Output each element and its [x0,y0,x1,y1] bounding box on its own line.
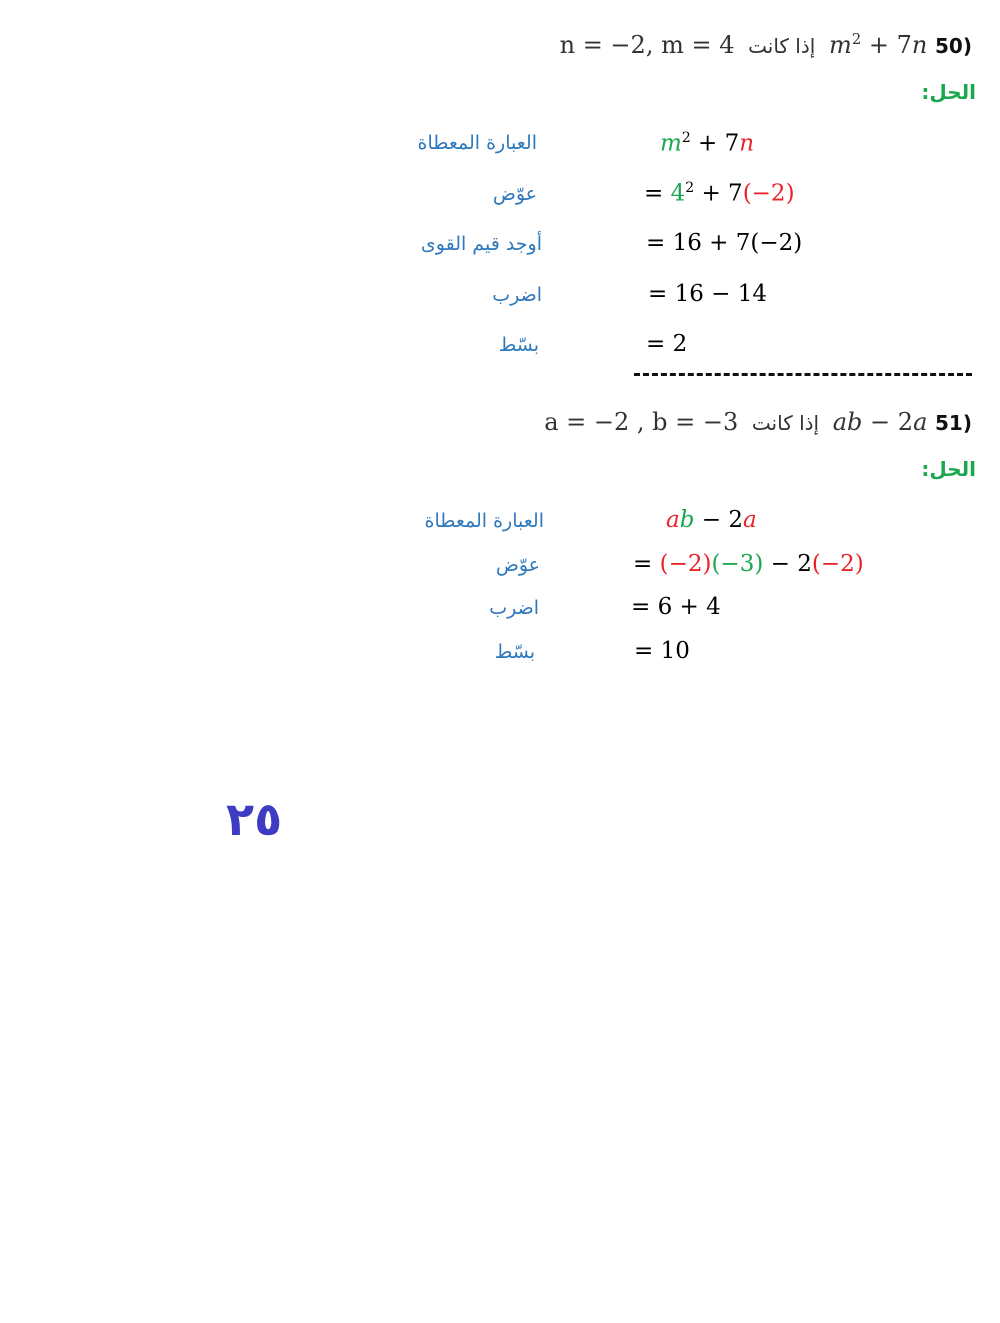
problem-50-solution-label: الحل: [921,80,976,104]
problem-50-values: n = −2, m = 4 [559,31,735,59]
step-label-simplify-51: بسّط [494,641,535,663]
step-label-multiply: اضرب [492,284,542,306]
step-expr-multiply-51: = 6 + 4 [631,594,721,620]
step-expr-given-51: ab − 2a [666,507,757,533]
step-label-powers: أوجد قيم القوى [420,233,542,255]
problem-50-statement [560,30,972,59]
step-expr-simplify: = 2 [646,331,688,357]
step-label-given: العبارة المعطاة [417,132,537,154]
step-expr-powers: = 16 + 7(−2) [646,230,803,256]
step-expr-substitute-51: = (−2)(−3) − 2(−2) [633,551,864,577]
problem-51-solution-label: الحل: [921,457,976,481]
step-label-simplify: بسّط [498,334,539,356]
step-expr-given: $m^2 + 7n$ [660,130,755,157]
step-label-substitute-51: عوّض [495,554,540,576]
problem-51-number: 51) [935,411,972,435]
step-label-substitute: عوّض [492,183,537,205]
problem-51-expression: ab − 2a [832,408,928,436]
problem-50-expression: $m^2 + 7n$ [828,30,928,59]
step-expr-simplify-51: = 10 [634,638,690,664]
page-number: ٢٥ [226,792,283,846]
problem-51-condition-word: إذا كانت [751,411,820,435]
problem-51-values: a = −2 , b = −3 [544,408,739,436]
problem-51-statement [544,408,972,436]
step-expr-substitute: = $4^2 + 7(-2)$ [644,180,795,207]
section-divider [634,373,972,376]
step-expr-multiply: = 16 − 14 [648,281,768,307]
step-label-given-51: العبارة المعطاة [424,510,544,532]
problem-50-number: 50) [935,34,972,58]
step-label-multiply-51: اضرب [489,597,539,619]
problem-50-condition-word: إذا كانت [748,34,816,58]
